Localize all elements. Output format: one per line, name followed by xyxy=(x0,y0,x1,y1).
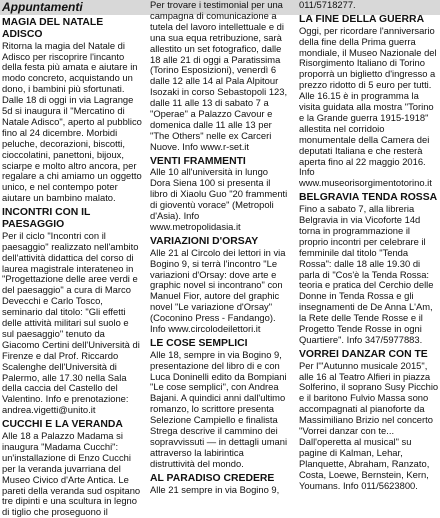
article xyxy=(150,156,290,233)
article-body: Alle 18 a Palazzo Madama si inaugura "Madama Cucchi": un'installazione di Enzo Cucchi per la veranda juvarriana del Museo Civico d'Arte Antica. Le pareti della veranda sud ospitano tre dipinti e una scultura in legno di tiglio che proseguono il xyxy=(2,429,141,518)
article xyxy=(2,17,142,204)
article xyxy=(150,473,290,496)
article-headline: VARIAZIONI D'ORSAY xyxy=(150,235,259,247)
article-body: 011/5718277. xyxy=(299,0,356,10)
article-headline: AL PARADISO CREDERE xyxy=(150,472,275,484)
column-2 xyxy=(150,0,290,495)
article-headline: CUCCHI E LA VERANDA xyxy=(2,419,123,431)
section-title: Appuntamenti xyxy=(2,0,83,14)
article-body: Alle 10 all'università in lungo Dora Siena 100 si presenta il libro di Xiaolu Guo "20 frammenti di gioventù vorace" (Metropoli d'Asia). Info www.metropolidasia.it xyxy=(150,166,288,233)
column-3 xyxy=(299,0,439,492)
column-1 xyxy=(2,17,142,518)
article-body: Fino a sabato 7, alla libreria Belgravia in via Vicoforte 14d torna in programmazione il proprio incontri per celebrare il femminile dal titolo "Tenda Rossa": dalle 18 alle 19.30 di parla di "Cos'è la Tenda Rossa: teoria e pratica del Cerchio delle Donne in Tenda Rossa e gli insegnamenti de De Anna L'Am, la Rete delle Tende Rosse e il Progetto Tende Rosse in ogni Quartiere". Info 347/5977883. xyxy=(299,203,434,345)
article xyxy=(150,338,290,470)
article xyxy=(299,0,439,11)
article xyxy=(299,349,439,492)
article-headline: LE COSE SEMPLICI xyxy=(150,337,248,349)
article xyxy=(299,192,439,346)
article-headline: VORREI DANZAR CON TE xyxy=(299,348,428,360)
article-headline: MAGIA DEL NATALE ADISCO xyxy=(2,17,104,40)
article xyxy=(299,14,439,189)
article-body: Alle 21 al Circolo dei lettori in via Bogino 9, si terrà l'incontro "Le variazioni d'Orsay: dove arte e graphic novel si incontrano" con Manuel Fior, autore del graphic novel "Le variazione d'Orsay" (Coconino Press - Fandango). Info www.circolodeilettori.it xyxy=(150,246,286,335)
article xyxy=(2,419,142,518)
article xyxy=(150,0,290,153)
article-body: Per trovare i testimonial per una campagna di comunicazione a tutela del lavoro intellettuale e di una sua equa retribuzione, sarà allestito un set fotografico, dalle 18 alle 21 di oggi a Paratissima (Torino Esposizioni), venerdì 6 dalle 12 alle 14 al Pala Alpitour Isozaki in corso Sebastopoli 123, dalle 11 alle 13 di sabato 7 a "Operae" a Palazzo Cavour e domenica dalle 11 alle 13 per "The Others" nelle ex Carceri Nuove. Info www.r-set.it xyxy=(150,0,288,152)
article xyxy=(150,236,290,335)
article-body: Alle 18, sempre in via Bogino 9, presentazione del libro di e con Luca Doninelli edito da Bompiani "Le cose semplici", con Andrea Bajani. A quindici anni dall'ultimo romanzo, lo scrittore presenta Selezione Campiello e finalista Strega descrive il cammino dei sopravvissuti — in dettagli umani attraverso la labirintica distruttività del mondo. xyxy=(150,348,288,469)
article-headline: LA FINE DELLA GUERRA xyxy=(299,13,425,25)
article-body: Oggi, per ricordare l'anniversario della fine della Prima guerra mondiale, il Museo Nazionale del Risorgimento Italiano di Torino proporrà un biglietto d'ingresso a prezzo ridotto di 5 euro per tutti. Alle 16.15 è in programma la visita guidata alla mostra "Torino e la Grande guerra 1915-1918" allestita nel corridoio monumentale della Camera dei deputati Italiana e che resterà aperta fino al 22 maggio 2016. Info www.museorisorgimentotorino.it xyxy=(299,24,437,189)
article-body: Ritorna la magia del Natale di Adisco per riscoprire l'incanto della festa più amata e aiutare in modo concreto, acquistando un dono, i bambini più sfortunati. Dalle 18 di oggi in via Lagrange 5d si inaugura il "Mercatino di Natale Adisco", aperto al pubblico fino al 24 dicembre. Morbidi peluche, decorazioni, biscotti, cioccolatini, panettoni, bijoux, sciarpe e molto altro ancora, per regalare a chi amiamo un oggetto unico, e nel contempo poter aiutare un bambino malato. xyxy=(2,39,142,204)
article-headline: VENTI FRAMMENTI xyxy=(150,155,246,167)
article-body: Per l'"Autunno musicale 2015", alle 16 al Teatro Alfieri in piazza Solferino, il soprano Susy Picchio e il baritono Fulvio Massa sono accompagnati al pianoforte da Massimiliano Brizio nel concerto "Vorrei danzar con te... Dall'operetta al musical" su pagine di Kalman, Lehar, Planquette, Abraham, Ranzato, Costa, Loewe, Bernstein, Kern, Youmans. Info 011/5623800. xyxy=(299,359,439,491)
article-body: Per il ciclo "Incontri con il paesaggio" realizzato nell'ambito dell'attività didattica del corso di laurea magistrale interateneo in "Progettazione delle aree verdi e del paesaggio" a cura di Marco Devecchi e Carlo Tosco, seminario dal titolo: "Gli effetti delle attività militari sul suolo e sul paesaggio" tenuto da Giacomo Certini dell'Università di Firenze e dal Prof. Riccardo Scalenghe dell'Università di Palermo, alle 17.30 nella Sala della caccia del Castello del Valentino. Info e prenotazione: andrea.vigetti@unito.it xyxy=(2,229,140,416)
article-headline: BELGRAVIA TENDA ROSSA xyxy=(299,192,438,204)
article-body: Alle 21 sempre in via Bogino 9, xyxy=(150,483,280,495)
article xyxy=(2,207,142,416)
article-headline: INCONTRI CON IL PAESAGGIO xyxy=(2,207,91,230)
